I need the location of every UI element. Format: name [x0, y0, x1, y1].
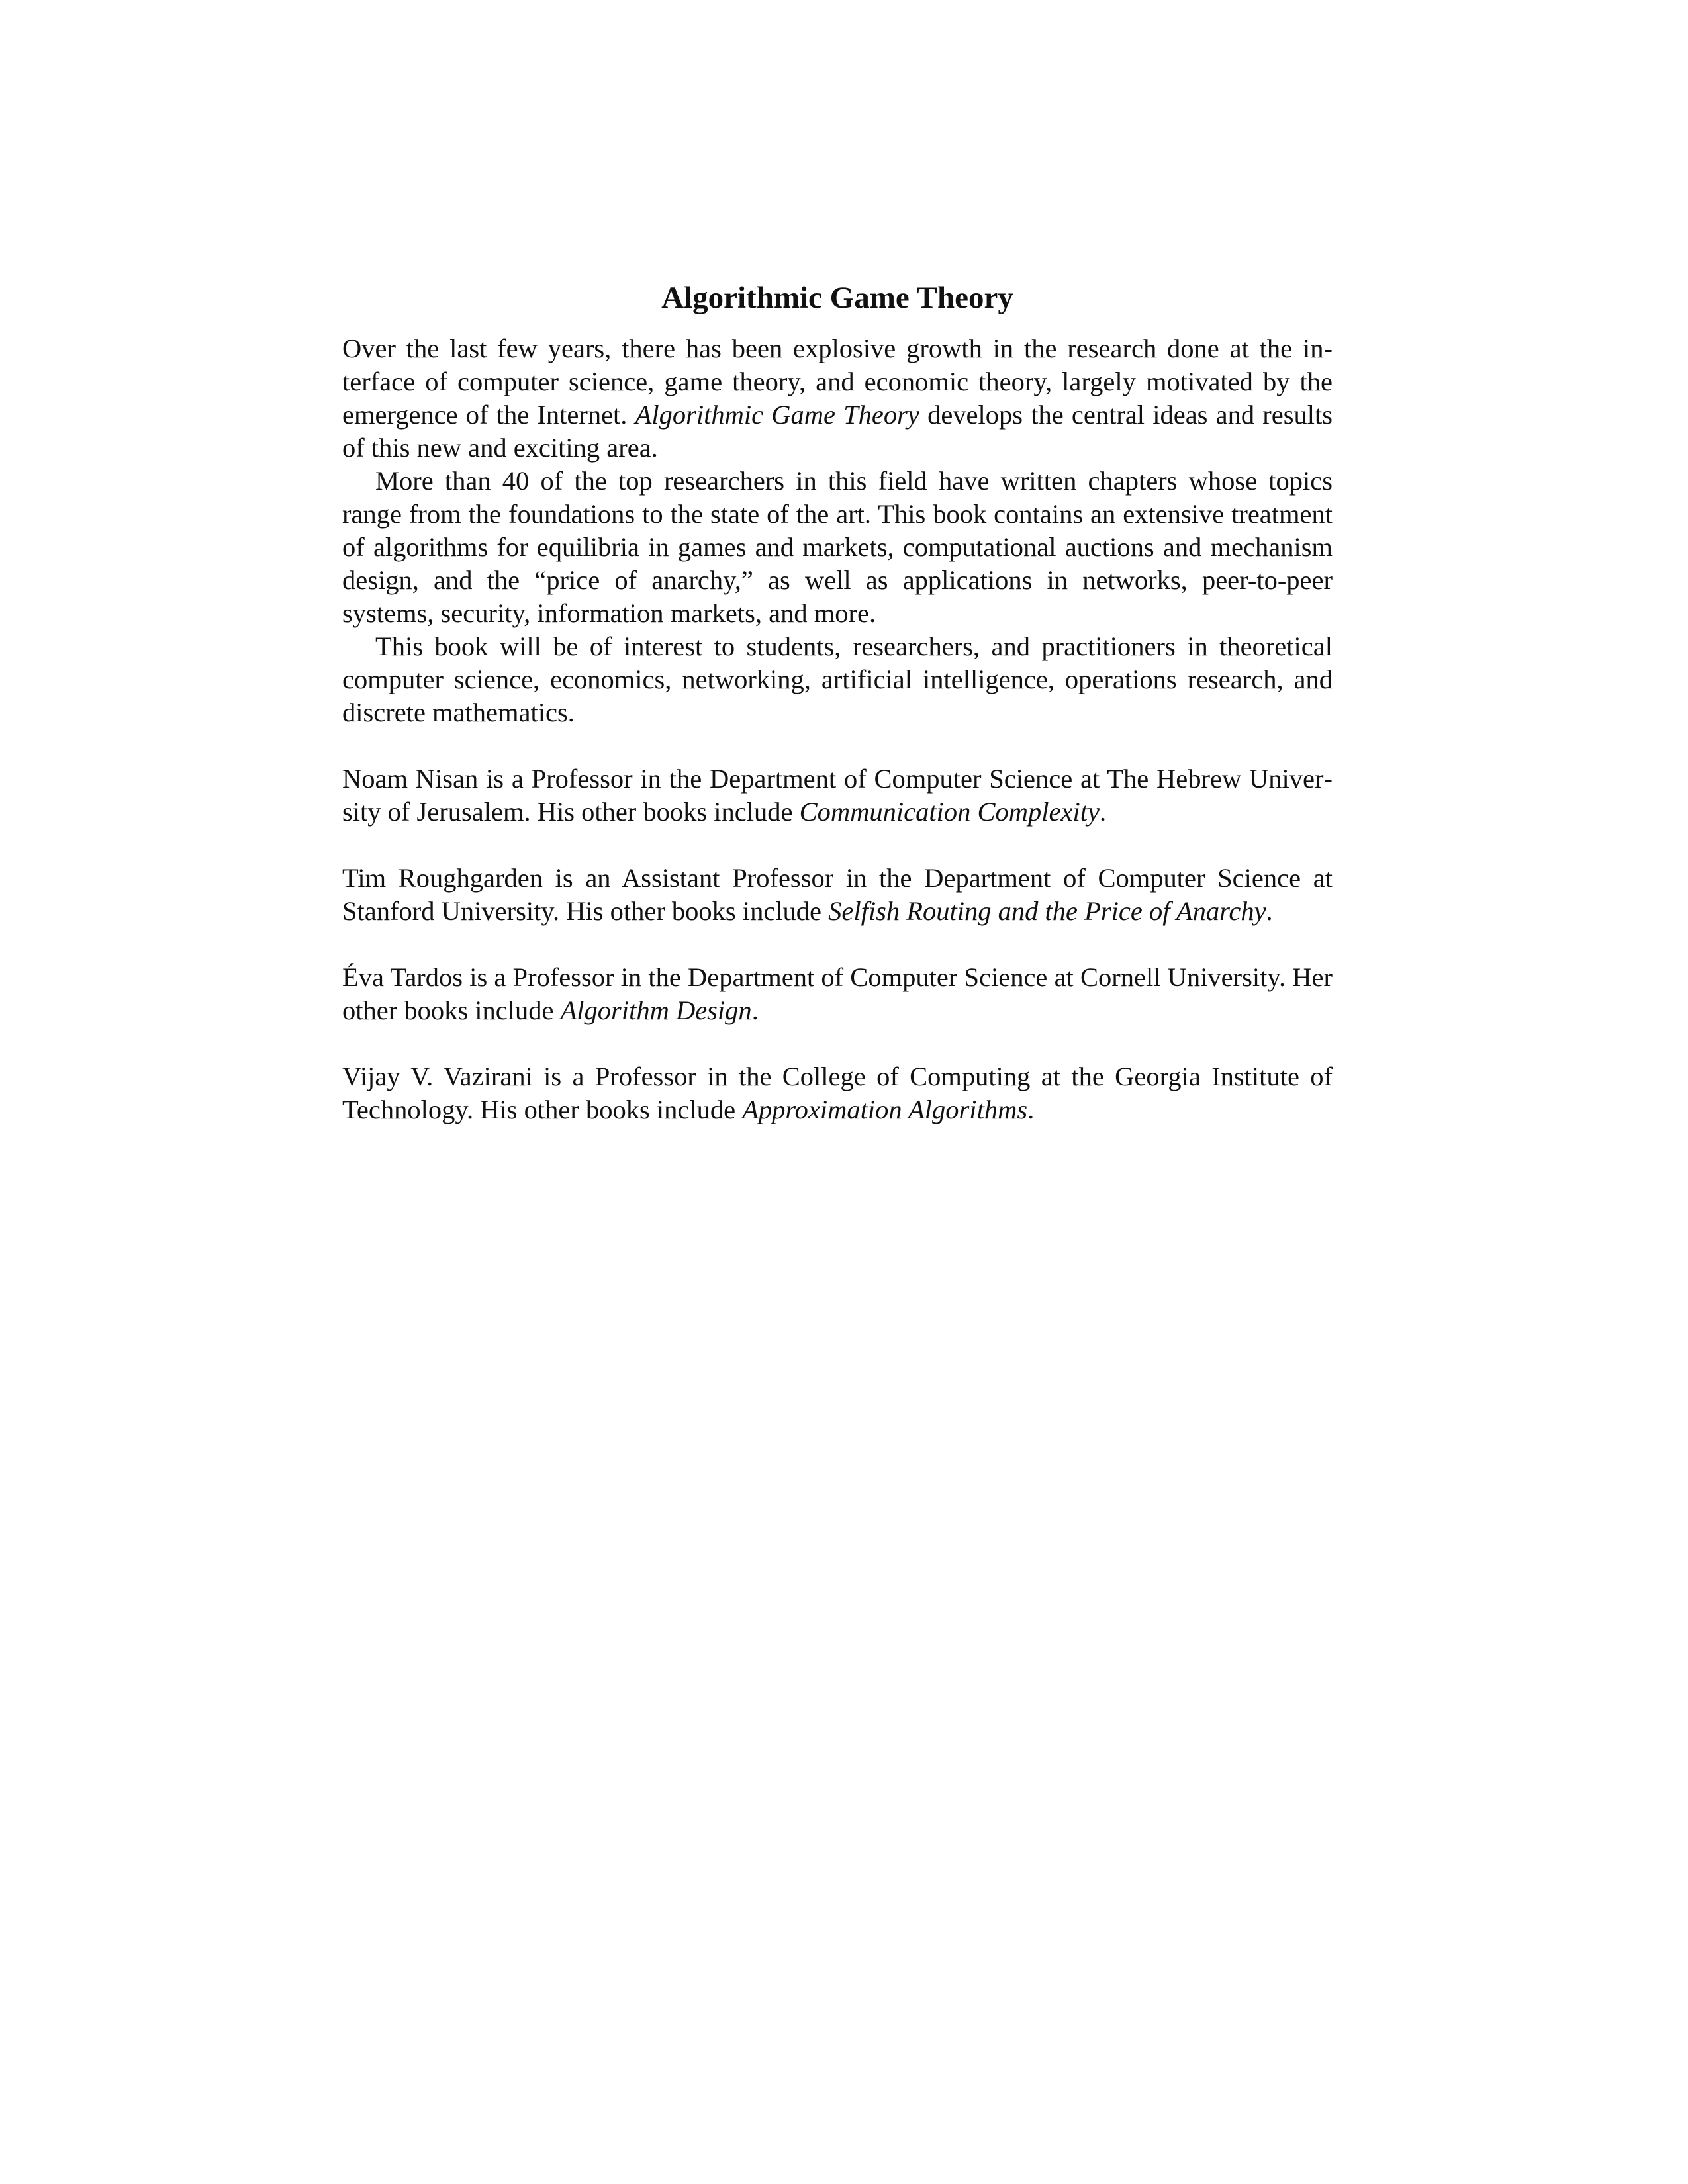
intro-paragraph: [342, 332, 1333, 465]
bio-book-title: Communication Complexity: [799, 797, 1100, 827]
bio-text-end: .: [1027, 1095, 1035, 1124]
intro-text: Over the last few years, there has been explosive growth in the research done at the interface of computer science, game theory, and economic theory, largely motivated by the emergence of the Internet.: [342, 334, 1333, 430]
bio-text: Tim Roughgarden is an Assistant Professor in the Department of Computer Science at Stanford University. His other books include: [342, 863, 1333, 926]
bio-text: Éva Tardos is a Professor in the Department of Computer Science at Cornell University. Her other books include: [342, 962, 1333, 1025]
bio-text-end: .: [751, 995, 759, 1025]
author-bio-vazirani: [342, 1060, 1333, 1126]
bio-book-title: Algorithm Design: [560, 995, 752, 1025]
bio-text-end: .: [1266, 896, 1273, 926]
bio-text: Noam Nisan is a Professor in the Department of Computer Science at The Hebrew University of Jerusalem. His other books include: [342, 764, 1333, 827]
audience-paragraph: This book will be of interest to students, researchers, and practitioners in theoretical computer science, economics, networking, artificial intelligence, operations research, and discrete mathematics.: [342, 631, 1333, 727]
bio-text: Vijay V. Vazirani is a Professor in the College of Computing at the Georgia Institute of Technology. His other books include: [342, 1062, 1333, 1124]
author-bio-tardos: [342, 961, 1333, 1027]
bio-book-title: Approximation Algorithms: [742, 1095, 1028, 1124]
bio-book-title: Selfish Routing and the Price of Anarchy: [828, 896, 1266, 926]
page-title: Algorithmic Game Theory: [661, 281, 1013, 315]
book-title-italic: Algorithmic Game Theory: [635, 400, 919, 430]
text-block: [342, 278, 1333, 1126]
contents-paragraph: More than 40 of the top researchers in this field have written chapters whose topics range from the foundations to the state of the art. This book contains an extensive treatment of algorithms for equilibria in games and markets, computational auctions and mechanism design, and the “price of anarchy,” as well as applications in networks, peer-to-peer systems, security, information markets, and more.: [342, 466, 1333, 628]
intro-text-end: develops the central ideas and results of this new and exciting area.: [342, 400, 1333, 463]
bio-text-end: .: [1099, 797, 1107, 827]
author-bio-nisan: [342, 762, 1333, 829]
author-bio-roughgarden: [342, 862, 1333, 928]
